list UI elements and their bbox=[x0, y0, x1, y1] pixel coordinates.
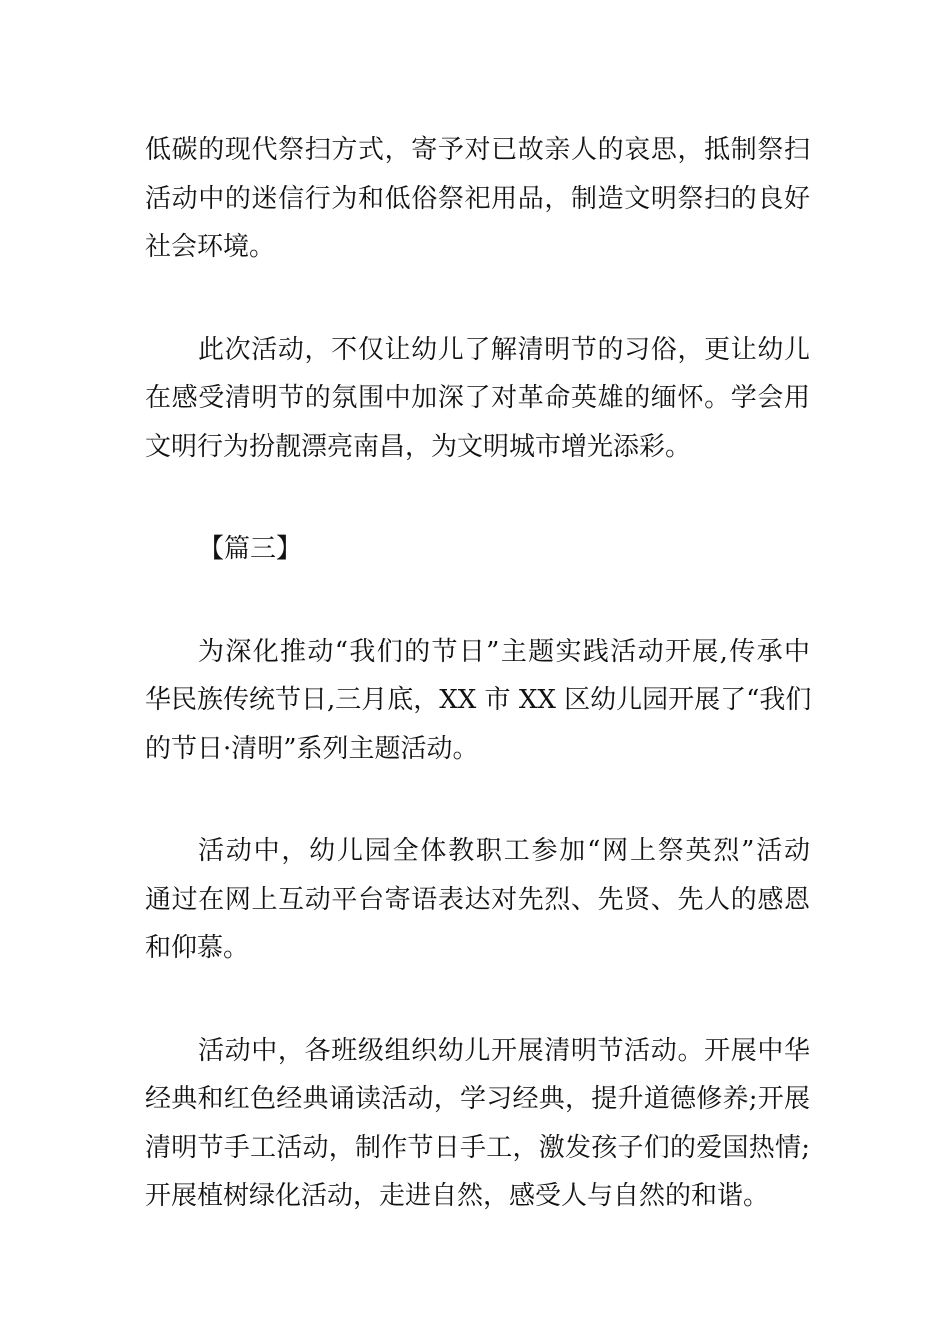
paragraph-activity-summary bbox=[145, 326, 810, 472]
section-title: 【篇三】 bbox=[198, 534, 303, 564]
text-line: 活动中的迷信行为和低俗祭祀用品，制造文明祭扫的良好 bbox=[145, 183, 810, 214]
text-line: 和仰慕。 bbox=[145, 933, 250, 963]
paragraph-staff-activity bbox=[145, 827, 810, 973]
section-heading bbox=[145, 525, 810, 574]
paragraph-festival-intro bbox=[145, 628, 810, 774]
text-line: 此次活动，不仅让幼儿了解清明节的习俗，更让幼儿 bbox=[198, 334, 810, 365]
document-page bbox=[145, 126, 810, 1275]
text-line: 华民族传统节日,三月底，XX 市 XX 区幼儿园开展了“我们 bbox=[145, 685, 812, 715]
text-line: 开展植树绿化活动，走进自然，感受人与自然的和谐。 bbox=[145, 1181, 770, 1211]
text-line: 为深化推动“我们的节日”主题实践活动开展,传承中 bbox=[198, 636, 810, 667]
text-line: 在感受清明节的氛围中加深了对革命英雄的缅怀。学会用 bbox=[145, 383, 810, 413]
text-line: 的节日·清明”系列主题活动。 bbox=[145, 733, 479, 764]
text-line: 经典和红色经典诵读活动，学习经典，提升道德修养;开展 bbox=[145, 1084, 810, 1114]
paragraph-class-activities bbox=[145, 1027, 810, 1221]
text-line: 清明节手工活动，制作节日手工，激发孩子们的爱国热情; bbox=[145, 1132, 810, 1163]
text-line: 活动中，各班级组织幼儿开展清明节活动。开展中华 bbox=[198, 1035, 810, 1066]
text-line: 文明行为扮靓漂亮南昌，为文明城市增光添彩。 bbox=[145, 431, 692, 462]
paragraph-mourning-methods bbox=[145, 126, 810, 272]
text-line: 社会环境。 bbox=[145, 232, 276, 262]
text-line: 低碳的现代祭扫方式，寄予对已故亲人的哀思，抵制祭扫 bbox=[145, 135, 810, 165]
text-line: 活动中，幼儿园全体教职工参加“网上祭英烈”活动 bbox=[198, 836, 810, 866]
text-line: 通过在网上互动平台寄语表达对先烈、先贤、先人的感恩 bbox=[145, 884, 810, 915]
